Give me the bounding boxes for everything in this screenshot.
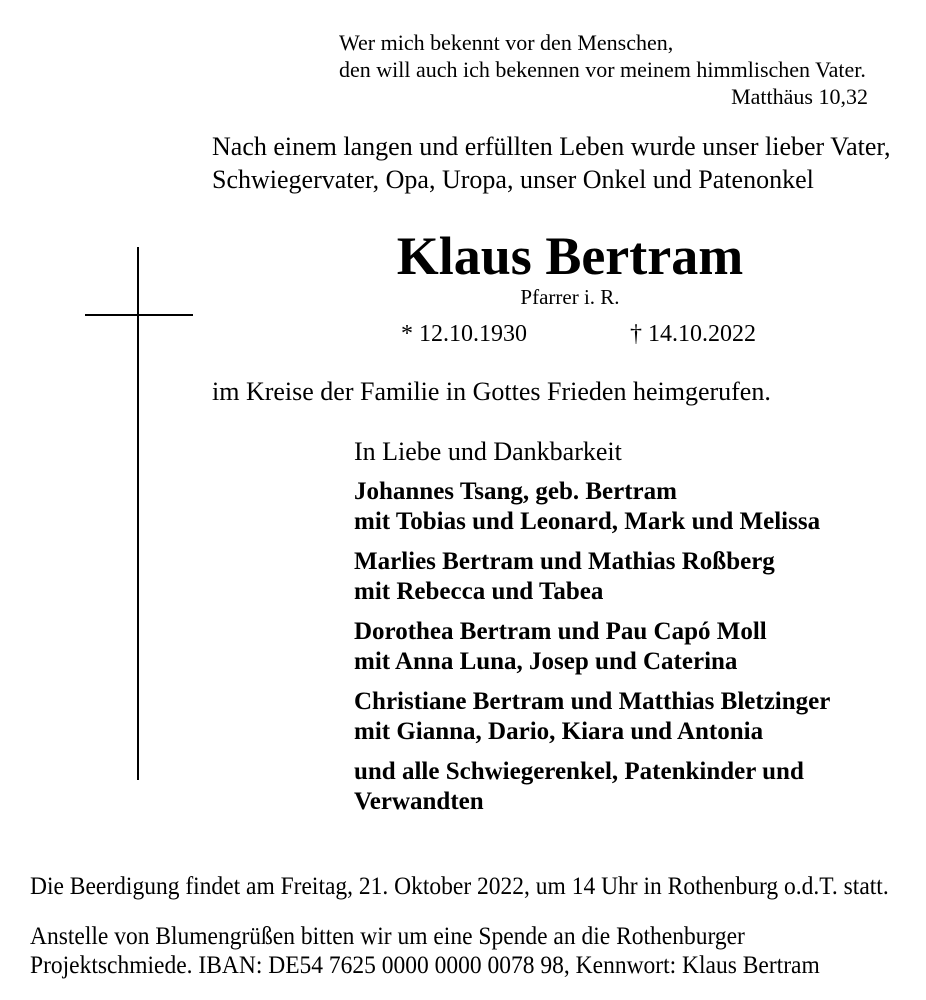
mourner-line: und alle Schwiegerenkel, Patenkinder und: [354, 758, 804, 785]
donation-info: [30, 922, 820, 980]
mourner-line: Johannes Tsang, geb. Bertram: [354, 478, 677, 505]
mourner-entry: [354, 547, 830, 607]
quote-source: Matthäus 10,32: [731, 84, 868, 109]
mourner-line: Dorothea Bertram und Pau Capó Moll: [354, 618, 767, 645]
quote-line: Wer mich bekennt vor den Menschen,: [339, 30, 674, 55]
deceased-name: Klaus Bertram: [396, 226, 744, 286]
mourner-line: Verwandten: [354, 788, 484, 815]
mourning-intro: In Liebe und Dankbarkeit: [354, 437, 622, 466]
deceased-role: Pfarrer i. R.: [520, 285, 620, 309]
cross-horizontal-bar: [85, 314, 193, 316]
mourner-line: mit Gianna, Dario, Kiara und Antonia: [354, 718, 764, 745]
death-date: † 14.10.2022: [630, 321, 756, 347]
mourners-list: [354, 477, 830, 827]
passing-text: im Kreise der Familie in Gottes Frieden heimgerufen.: [212, 377, 771, 406]
mourner-line: mit Rebecca und Tabea: [354, 578, 604, 605]
mourner-line: Christiane Bertram und Matthias Bletzinger: [354, 688, 831, 715]
cross-vertical-bar: [137, 247, 139, 780]
mourner-entry: [354, 757, 830, 817]
donation-line: Projektschmiede. IBAN: DE54 7625 0000 0000 0078 98, Kennwort: Klaus Bertram: [30, 952, 820, 979]
quote-line: den will auch ich bekennen vor meinem himmlischen Vater.: [339, 57, 866, 82]
intro-line: Schwiegervater, Opa, Uropa, unser Onkel und Patenonkel: [212, 165, 814, 194]
donation-line: Anstelle von Blumengrüßen bitten wir um eine Spende an die Rothenburger: [30, 923, 745, 950]
intro-line: Nach einem langen und erfüllten Leben wurde unser lieber Vater,: [212, 132, 891, 161]
mourner-entry: [354, 477, 830, 537]
bible-quote: [339, 29, 868, 110]
mourner-line: mit Tobias und Leonard, Mark und Melissa: [354, 508, 821, 535]
mourner-entry: [354, 687, 830, 747]
mourner-line: Marlies Bertram und Mathias Roßberg: [354, 548, 775, 575]
intro-text: [212, 130, 891, 196]
funeral-info: Die Beerdigung findet am Freitag, 21. Oktober 2022, um 14 Uhr in Rothenburg o.d.T. statt.: [30, 873, 889, 900]
birth-date: * 12.10.1930: [401, 321, 527, 347]
mourner-line: mit Anna Luna, Josep und Caterina: [354, 648, 738, 675]
mourner-entry: [354, 617, 830, 677]
